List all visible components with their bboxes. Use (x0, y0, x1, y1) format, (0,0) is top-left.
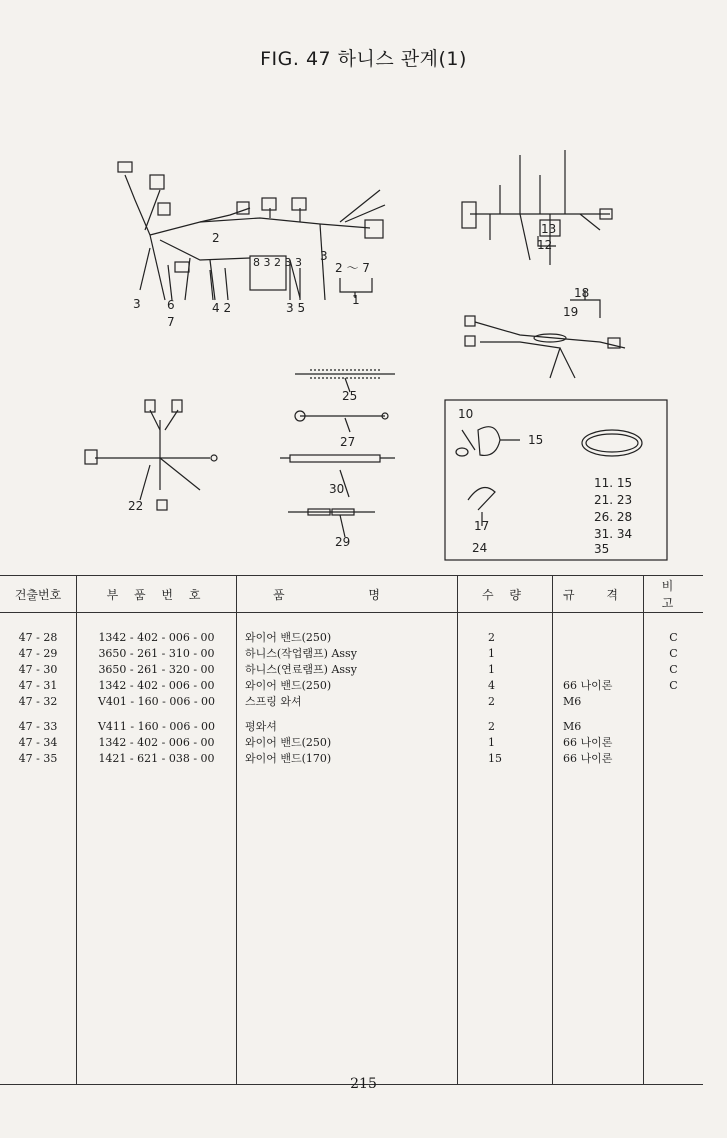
callout-24: 24 (472, 541, 488, 555)
cell-note (644, 750, 704, 766)
cell-note: C (644, 645, 704, 661)
cell-qty: 4 (458, 677, 553, 693)
callout-19: 19 (563, 305, 579, 319)
cell-spec: 66 나이론 (553, 750, 644, 766)
table-row (0, 629, 703, 645)
cell-name: 스프링 와셔 (237, 693, 458, 709)
cell-name: 하니스(연료램프) Assy (237, 661, 458, 677)
cell-no: 47 - 35 (18, 751, 58, 765)
cell-spec (553, 645, 644, 661)
band-30 (290, 455, 380, 462)
cell-note: C (644, 677, 704, 693)
callout-6: 6 (167, 298, 175, 312)
cell-no: 47 - 31 (18, 678, 58, 692)
spec-line-4: 31. 34 (594, 527, 633, 541)
col-header-qty: 수 량 (458, 576, 553, 613)
callout-25: 25 (342, 389, 358, 403)
col-header-no: 건출번호 (0, 576, 77, 613)
cell-spec: 66 나이론 (553, 677, 644, 693)
bolt-10 (462, 430, 475, 450)
cell-spec (553, 629, 644, 645)
cell-name: 평와셔 (237, 718, 458, 734)
parts-table (0, 575, 703, 1085)
callout-29: 29 (335, 535, 351, 549)
callout-27: 27 (340, 435, 356, 449)
cell-no: 47 - 30 (18, 662, 58, 676)
cell-part: 1342 - 402 - 006 - 00 (77, 734, 237, 750)
callout-2-7: 2 ～ 7 (335, 261, 370, 275)
callout-8-3-2-3-3: 8 3 2 3 3 (253, 256, 302, 269)
cell-note (644, 693, 704, 709)
cell-name: 하니스(작업램프) Assy (237, 645, 458, 661)
table-row (0, 693, 703, 709)
cell-no: 47 - 32 (18, 694, 58, 708)
col-header-note: 비 고 (644, 576, 704, 613)
table-row (0, 734, 703, 750)
table-row (0, 718, 703, 734)
cell-note: C (644, 629, 704, 645)
cell-no: 47 - 33 (18, 719, 58, 733)
cell-part: 1421 - 621 - 038 - 00 (77, 750, 237, 766)
col-header-part: 부 품 번 호 (77, 576, 237, 613)
callout-15: 15 (528, 433, 544, 447)
col-header-spec: 규 격 (553, 576, 644, 613)
cell-spec: M6 (553, 718, 644, 734)
figure-title: FIG. 47 하니스 관계(1) (260, 48, 467, 70)
cell-part: V411 - 160 - 006 - 00 (77, 718, 237, 734)
cell-note (644, 718, 704, 734)
spec-line-1: 11. 15 (594, 476, 633, 490)
cell-part: 1342 - 402 - 006 - 00 (77, 677, 237, 693)
cell-qty: 2 (458, 629, 553, 645)
callout-22: 22 (128, 499, 144, 513)
cell-name: 와이어 밴드(170) (237, 750, 458, 766)
cell-no: 47 - 29 (18, 646, 58, 660)
callout-30: 30 (329, 482, 345, 496)
callout-4-2: 4 2 (212, 301, 232, 315)
cell-note (644, 734, 704, 750)
fuel-lamp-harness (475, 322, 625, 348)
cell-no: 47 - 34 (18, 735, 58, 749)
callout-12: 12 (537, 238, 553, 252)
callout-1: 1 (352, 293, 360, 307)
cell-qty: 1 (458, 661, 553, 677)
cell-name: 와이어 밴드(250) (237, 677, 458, 693)
table-row (0, 677, 703, 693)
callout-7: 7 (167, 315, 175, 329)
table-header (0, 576, 703, 613)
spec-line-3: 26. 28 (594, 510, 633, 524)
cell-qty: 1 (458, 645, 553, 661)
table-row (0, 661, 703, 677)
cell-part: 3650 - 261 - 310 - 00 (77, 645, 237, 661)
cell-name: 와이어 밴드(250) (237, 734, 458, 750)
callout-18: 18 (574, 286, 590, 300)
callout-2: 2 (212, 231, 220, 245)
table-row (0, 645, 703, 661)
cell-name: 와이어 밴드(250) (237, 629, 458, 645)
cell-qty: 1 (458, 734, 553, 750)
cell-spec: 66 나이론 (553, 734, 644, 750)
clamp-17 (468, 488, 495, 511)
callout-3-5: 3 5 (286, 301, 306, 315)
callout-10: 10 (458, 407, 474, 421)
page-number: 215 (350, 1076, 377, 1092)
col-header-name: 품 명 (237, 576, 458, 613)
cell-spec: M6 (553, 693, 644, 709)
cell-part: 3650 - 261 - 320 - 00 (77, 661, 237, 677)
cell-no: 47 - 28 (18, 630, 58, 644)
table-row (0, 750, 703, 766)
cell-note: C (644, 661, 704, 677)
spec-line-2: 21. 23 (594, 493, 633, 507)
cell-spec (553, 661, 644, 677)
main-harness-trunk (150, 218, 370, 235)
cell-qty: 2 (458, 693, 553, 709)
cell-part: 1342 - 402 - 006 - 00 (77, 629, 237, 645)
cell-qty: 2 (458, 718, 553, 734)
callout-3b: 3 (320, 249, 328, 263)
callout-17: 17 (474, 519, 490, 533)
clamp-15 (478, 427, 500, 456)
callout-3a: 3 (133, 297, 141, 311)
cell-part: V401 - 160 - 006 - 00 (77, 693, 237, 709)
callout-13: 13 (541, 222, 557, 236)
fastener-box (445, 400, 667, 560)
cell-qty: 15 (458, 750, 553, 766)
spec-line-5: 35 (594, 542, 610, 556)
